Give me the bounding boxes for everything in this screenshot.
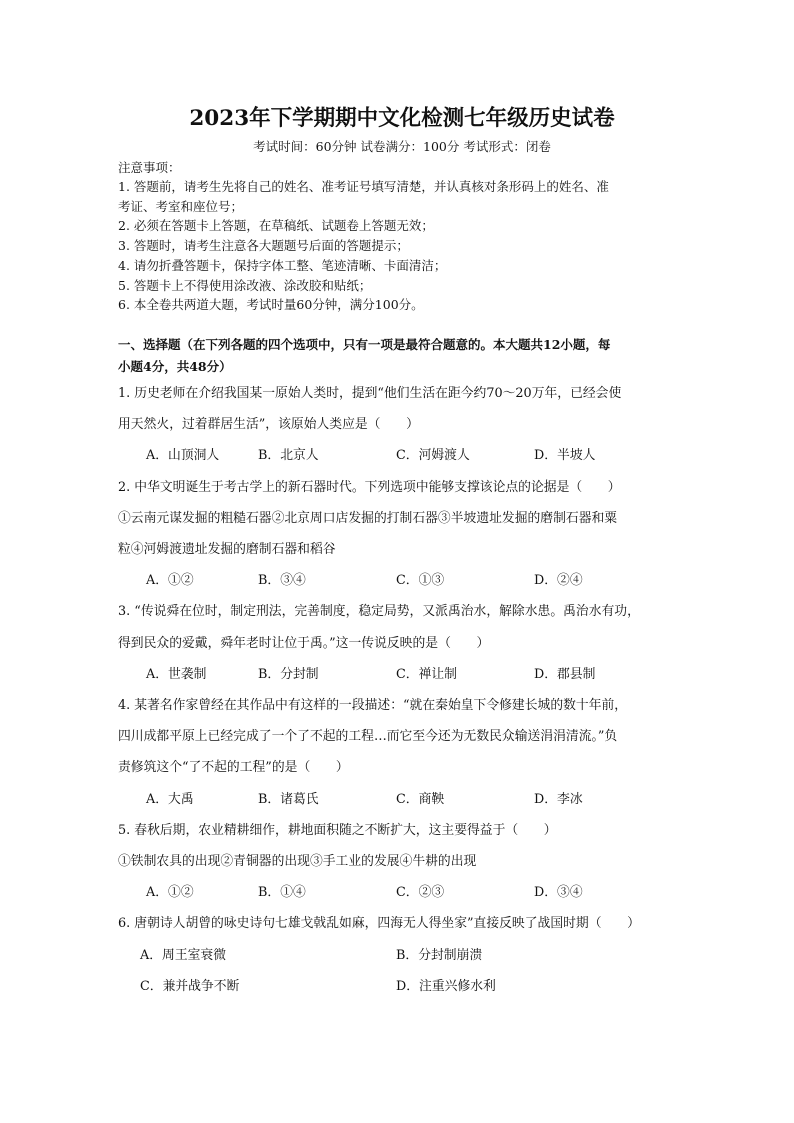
exam-meta: 考试时间：60分钟 试卷满分：100分 考试形式：闭卷 — [253, 139, 551, 154]
note-line: 考证、考室和座位号； — [118, 198, 244, 214]
note-line: 2. 必须在答题卡上答题，在草稿纸、试题卷上答题无效； — [118, 218, 434, 234]
options-row — [118, 877, 686, 908]
option-a: A．①② — [146, 885, 194, 901]
question-stem-cont: 用天然火，过着群居生活”，该原始人类应是（ ） — [118, 417, 419, 433]
option-c: C．兼并战争不断 — [140, 978, 240, 994]
question-stem-cont: ①铁制农具的出现②青铜器的出现③手工业的发展④牛耕的出现 — [118, 853, 477, 869]
section-heading — [118, 334, 686, 378]
note-line: 5. 答题卡上不得使用涂改液、涂改胶和贴纸； — [118, 277, 372, 293]
question-stem: 1. 历史老师在介绍我国某一原始人类时，提到“他们生活在距今约70～20万年，已经会使 — [118, 385, 622, 401]
option-a: A．①② — [146, 573, 194, 589]
question-stem: 2. 中华文明诞生于考古学上的新石器时代。下列选项中能够支撑该论点的论据是（ ） — [118, 479, 621, 495]
option-c: C．河姆渡人 — [396, 448, 470, 464]
question-stem-cont: 四川成都平原上已经完成了一个了不起的工程…而它至今还为无数民众输送涓涓清流。”负 — [118, 729, 618, 745]
note-line: 4. 请勿折叠答题卡，保持字体工整、笔迹清晰、卡面清洁； — [118, 257, 447, 273]
question-stem: 6. 唐朝诗人胡曾的咏史诗句七雄戈戟乱如麻，四海无人得坐家”直接反映了战国时期（ ） — [118, 916, 640, 932]
question-2 — [118, 472, 686, 597]
option-b: B．北京人 — [258, 448, 319, 464]
page-title: 2023年下学期期中文化检测七年级历史试卷 — [189, 106, 615, 131]
notes-heading: 注意事项： — [118, 160, 181, 175]
option-d: D．李冰 — [534, 791, 583, 807]
option-b: B．分封制 — [258, 666, 319, 682]
question-stem-cont: ①云南元谋发掘的粗糙石器②北京周口店发掘的打制石器③半坡遗址发掘的磨制石器和粟 — [118, 510, 618, 526]
option-d: D．注重兴修水利 — [396, 978, 496, 994]
option-b: B．①④ — [258, 885, 306, 901]
question-stem: 5. 春秋后期，农业精耕细作，耕地面积随之不断扩大，这主要得益于（ ） — [118, 822, 557, 838]
option-b: B．诸葛氏 — [258, 791, 319, 807]
option-c: C．禅让制 — [396, 666, 457, 682]
question-4 — [118, 690, 686, 815]
option-b: B．分封制崩溃 — [396, 947, 483, 963]
options-row — [118, 940, 686, 971]
question-stem: 3. “传说舜在位时，制定刑法，完善制度，稳定局势，又派禹治水，解除水患。禹治水有功， — [118, 604, 640, 620]
option-d: D．③④ — [534, 885, 583, 901]
note-line: 1. 答题前，请考生先将自己的姓名、准考证号填写清楚，并认真核对条形码上的姓名、准 — [118, 179, 609, 194]
note-line: 3. 答题时，请考生注意各大题题号后面的答题提示； — [118, 238, 409, 254]
options-row — [118, 565, 686, 596]
question-stem: 4. 某著名作家曾经在其作品中有这样的一段描述：“就在秦始皇下令修建长城的数十年前， — [118, 697, 628, 713]
question-5 — [118, 815, 686, 909]
option-a: A．山顶洞人 — [146, 448, 220, 464]
options-row — [118, 971, 686, 1002]
section-heading-line: 小题4分，共48分） — [118, 358, 232, 374]
option-c: C．①③ — [396, 573, 445, 589]
option-d: D．郡县制 — [534, 666, 596, 682]
option-a: A．世袭制 — [146, 666, 207, 682]
option-d: D．②④ — [534, 573, 583, 589]
question-6 — [118, 908, 686, 1002]
question-stem-cont: 责修筑这个“了不起的工程”的是（ ） — [118, 760, 349, 776]
options-row — [118, 784, 686, 815]
question-stem-cont: 粒④河姆渡遗址发掘的磨制石器和稻谷 — [118, 541, 336, 557]
notes-block — [118, 158, 686, 315]
section-heading-line: 一、选择题（在下列各题的四个选项中，只有一项是最符合题意的。本大题共12小题，每 — [118, 336, 611, 352]
option-c: C．②③ — [396, 885, 445, 901]
question-stem-cont: 得到民众的爱戴，舜年老时让位于禹。”这一传说反映的是（ ） — [118, 635, 490, 651]
question-1 — [118, 378, 686, 472]
exam-page — [118, 102, 686, 1002]
question-3 — [118, 596, 686, 690]
option-d: D．半坡人 — [534, 448, 596, 464]
option-b: B．③④ — [258, 573, 306, 589]
option-a: A．周王室衰微 — [140, 947, 227, 963]
options-row — [118, 659, 686, 690]
note-line: 6. 本全卷共两道大题，考试时量60分钟，满分100分。 — [118, 297, 424, 313]
options-row — [118, 440, 686, 471]
option-c: C．商鞅 — [396, 791, 445, 807]
option-a: A．大禹 — [146, 791, 194, 807]
